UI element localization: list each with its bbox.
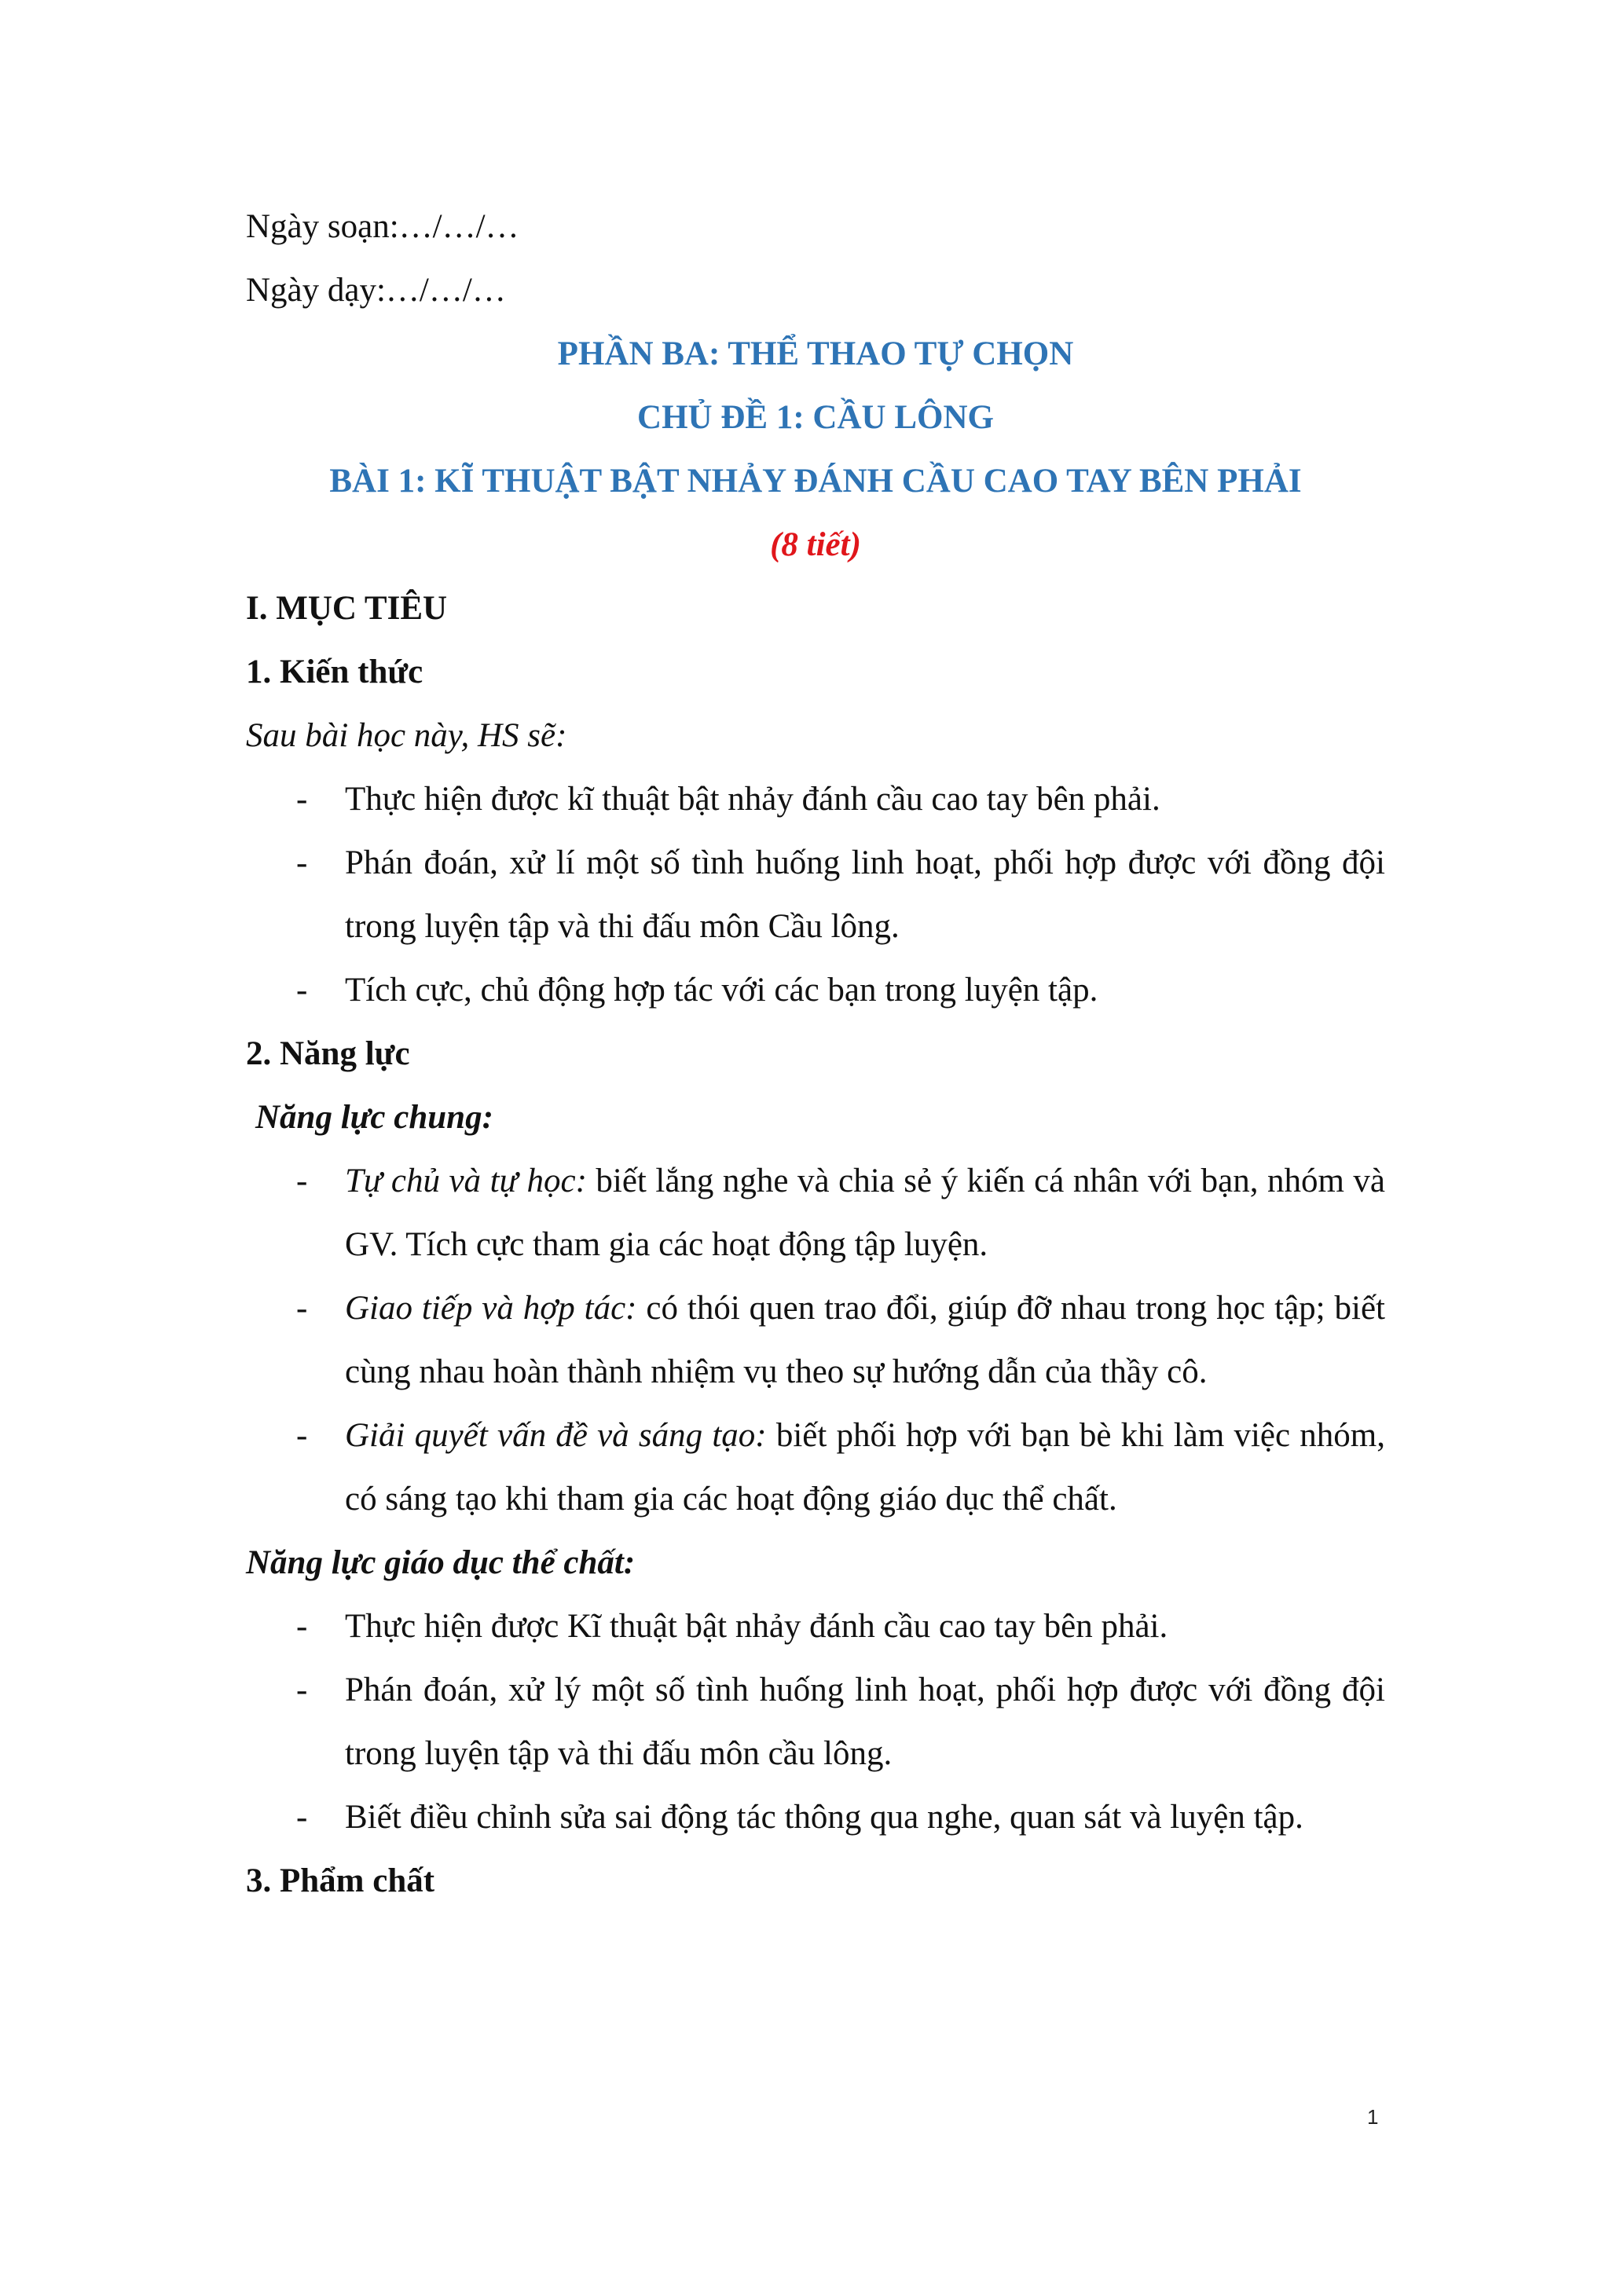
- knowledge-item: [246, 767, 1385, 831]
- pe-competence-item: [246, 1785, 1385, 1849]
- page-number: 1: [1367, 2105, 1379, 2129]
- general-competence-item: [246, 1404, 1385, 1531]
- lesson-title: BÀI 1: KĨ THUẬT BẬT NHẢY ĐÁNH CẦU CAO TAY BÊN PHẢI: [329, 463, 1302, 500]
- knowledge-heading: 1. Kiến thức: [246, 654, 423, 690]
- general-competence-item-text: [345, 1276, 1385, 1404]
- section-objectives-heading: I. MỤC TIÊU: [246, 590, 448, 627]
- competence-description: biết phối hợp với bạn bè khi làm việc nhóm, có sáng tạo khi tham gia các hoạt động giáo dục thể chất.: [345, 1417, 1385, 1518]
- qualities-heading: 3. Phẩm chất: [246, 1862, 435, 1899]
- general-competence-item-text: [345, 1149, 1385, 1276]
- bullet-dash: -: [296, 844, 308, 881]
- part-title: PHẦN BA: THỂ THAO TỰ CHỌN: [557, 335, 1074, 372]
- bullet-dash: -: [296, 1163, 308, 1199]
- knowledge-intro: Sau bài học này, HS sẽ:: [246, 717, 567, 754]
- date-prepared: Ngày soạn:…/…/…: [246, 208, 519, 245]
- general-competence-item: [246, 1149, 1385, 1276]
- knowledge-item-text: Tích cực, chủ động hợp tác với các bạn trong luyện tập.: [345, 972, 1098, 1009]
- pe-competence-item: [246, 1595, 1385, 1658]
- pe-competence-item-text: Biết điều chỉnh sửa sai động tác thông qua nghe, quan sát và luyện tập.: [345, 1799, 1303, 1836]
- competence-label: Giải quyết vấn đề và sáng tạo:: [345, 1417, 767, 1454]
- knowledge-item-text: Phán đoán, xử lí một số tình huống linh hoạt, phối hợp được với đồng đội trong luyện tập và thi đấu môn Cầu lông.: [345, 844, 1385, 945]
- competence-description: biết lắng nghe và chia sẻ ý kiến cá nhân với bạn, nhóm và GV. Tích cực tham gia các hoạt động tập luyện.: [345, 1163, 1385, 1263]
- competence-label: Giao tiếp và hợp tác:: [345, 1290, 637, 1327]
- bullet-dash: -: [296, 1608, 308, 1645]
- pe-competence-heading: Năng lực giáo dục thể chất:: [246, 1544, 636, 1581]
- pe-competence-item-text: Thực hiện được Kĩ thuật bật nhảy đánh cầu cao tay bên phải.: [345, 1608, 1168, 1645]
- general-competence-heading: Năng lực chung:: [255, 1099, 493, 1136]
- bullet-dash: -: [296, 1417, 308, 1454]
- date-taught: Ngày dạy:…/…/…: [246, 272, 506, 309]
- general-competence-item-text: [345, 1404, 1385, 1531]
- bullet-dash: -: [296, 1799, 308, 1836]
- competence-label: Tự chủ và tự học:: [345, 1163, 587, 1199]
- knowledge-item: [246, 831, 1385, 958]
- topic-title: CHỦ ĐỀ 1: CẦU LÔNG: [637, 399, 994, 436]
- competence-description: có thói quen trao đổi, giúp đỡ nhau trong học tập; biết cùng nhau hoàn thành nhiệm vụ theo sự hướng dẫn của thầy cô.: [345, 1290, 1385, 1390]
- knowledge-item: [246, 958, 1385, 1022]
- periods-note: (8 tiết): [770, 526, 861, 563]
- pe-competence-item: [246, 1658, 1385, 1785]
- general-competence-item: [246, 1276, 1385, 1404]
- knowledge-item-text: Thực hiện được kĩ thuật bật nhảy đánh cầu cao tay bên phải.: [345, 781, 1160, 818]
- pe-competence-item-text: Phán đoán, xử lý một số tình huống linh hoạt, phối hợp được với đồng đội trong luyện tập và thi đấu môn cầu lông.: [345, 1672, 1385, 1772]
- bullet-dash: -: [296, 781, 308, 818]
- competence-heading: 2. Năng lực: [246, 1035, 410, 1072]
- document-page: [246, 195, 1385, 1913]
- bullet-dash: -: [296, 972, 308, 1009]
- bullet-dash: -: [296, 1290, 308, 1327]
- bullet-dash: -: [296, 1672, 308, 1708]
